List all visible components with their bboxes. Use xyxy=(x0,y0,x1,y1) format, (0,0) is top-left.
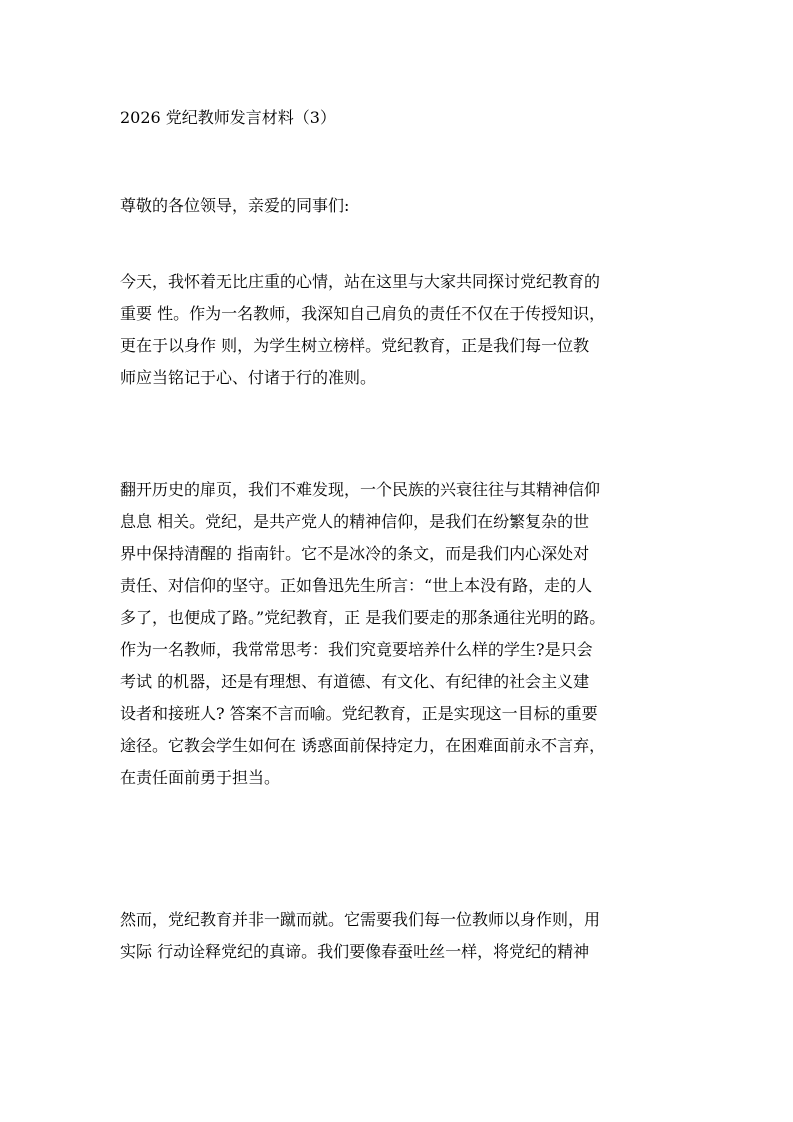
paragraph-2 xyxy=(120,474,680,794)
text-line: 设者和接班人? 答案不言而喻。党纪教育，正是实现这一目标的重要 xyxy=(120,704,598,723)
text-line: 界中保持清醒的 指南针。它不是冰冷的条文，而是我们内心深处对 xyxy=(120,544,590,563)
text-line: 今天，我怀着无比庄重的心情，站在这里与大家共同探讨党纪教育的 xyxy=(120,272,601,291)
text-line: 更在于以身作 则，为学生树立榜样。党纪教育，正是我们每一位教 xyxy=(120,336,590,355)
greeting xyxy=(120,190,680,222)
text-line: 息息 相关。党纪，是共产党人的精神信仰，是我们在纷繁复杂的世 xyxy=(120,512,590,531)
text-line: 多了，也便成了路。”党纪教育，正 是我们要走的那条通往光明的路。 xyxy=(120,608,606,627)
text-line: 翻开历史的扉页，我们不难发现，一个民族的兴衰往往与其精神信仰 xyxy=(120,480,601,499)
text-line: 责任、对信仰的坚守。正如鲁迅先生所言：“世上本没有路，走的人 xyxy=(120,576,593,595)
text-line: 考试 的机器，还是有理想、有道德、有文化、有纪律的社会主义建 xyxy=(120,672,590,691)
text-line: 途径。它教会学生如何在 诱惑面前保持定力，在困难面前永不言弃， xyxy=(120,736,606,755)
greeting-line: 尊敬的各位领导，亲爱的同事们: xyxy=(120,196,350,215)
text-line: 师应当铭记于心、付诸于行的准则。 xyxy=(120,368,377,387)
paragraph-1 xyxy=(120,266,680,394)
paragraph-3 xyxy=(120,904,680,968)
text-line: 重要 性。作为一名教师，我深知自己肩负的责任不仅在于传授知识， xyxy=(120,304,606,323)
document-title: 2026 党纪教师发言材料（3） xyxy=(120,108,336,127)
text-line: 然而，党纪教育并非一蹴而就。它需要我们每一位教师以身作则，用 xyxy=(120,910,601,929)
text-line: 作为一名教师，我常常思考：我们究竟要培养什么样的学生?是只会 xyxy=(120,640,593,659)
text-line: 实际 行动诠释党纪的真谛。我们要像春蚕吐丝一样，将党纪的精神 xyxy=(120,942,590,961)
text-line: 在责任面前勇于担当。 xyxy=(120,768,281,787)
